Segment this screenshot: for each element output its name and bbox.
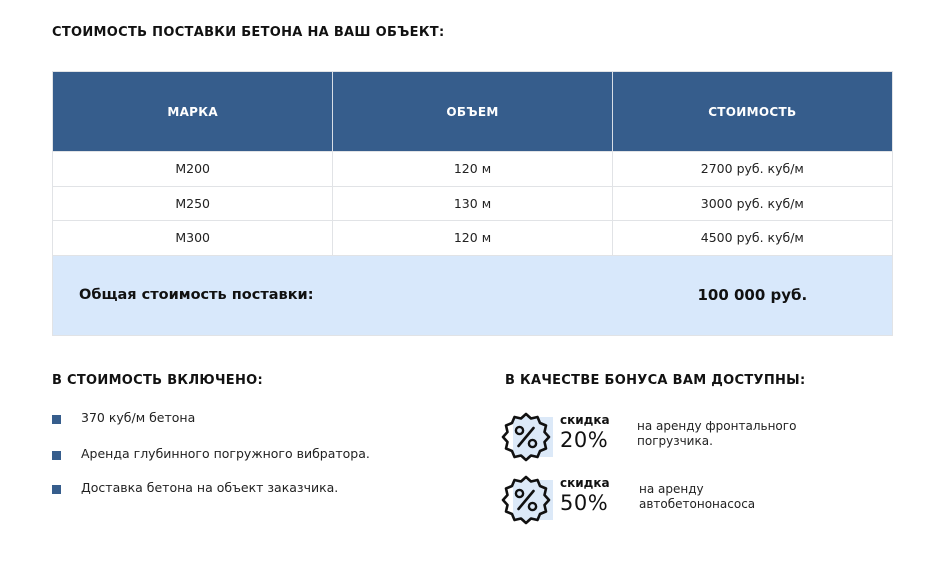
total-label: Общая стоимость поставки: bbox=[79, 287, 314, 303]
cell-volume: 120 м bbox=[333, 152, 612, 186]
bonus-description-line: на аренду фронтального bbox=[637, 419, 797, 433]
cell-grade: М300 bbox=[53, 221, 333, 255]
cell-cost: 3000 руб. куб/м bbox=[700, 195, 804, 211]
bonus-label: скидка bbox=[560, 476, 610, 490]
table-row bbox=[53, 220, 892, 255]
bonus-percent: 50% bbox=[560, 491, 609, 515]
bonus-description-line: автобетононасоса bbox=[639, 497, 756, 511]
bullet-square-icon bbox=[52, 415, 61, 424]
discount-badge-icon bbox=[500, 474, 552, 526]
bullet-square-icon bbox=[52, 451, 61, 460]
table-header bbox=[53, 72, 892, 151]
cell-volume: 130 м bbox=[333, 187, 612, 221]
bonus-percent: 20% bbox=[560, 428, 609, 452]
list-item-text: Доставка бетона на объект заказчика. bbox=[81, 480, 339, 495]
total-value: 100 000 руб. bbox=[697, 286, 808, 304]
total-row bbox=[53, 255, 892, 335]
included-title: В СТОИМОСТЬ ВКЛЮЧЕНО: bbox=[52, 373, 264, 388]
bullet-square-icon bbox=[52, 485, 61, 494]
table-row bbox=[53, 151, 892, 186]
bonus-item-50 bbox=[500, 474, 830, 526]
cell-cost: 2700 руб. куб/м bbox=[700, 161, 804, 177]
cell-grade: М200 bbox=[53, 152, 333, 186]
header-volume: ОБЪЕМ bbox=[333, 72, 612, 151]
price-table bbox=[52, 71, 893, 336]
cell-cost: 4500 руб. куб/м bbox=[700, 230, 804, 246]
bonus-description-line: на аренду bbox=[639, 482, 704, 496]
header-grade: МАРКА bbox=[53, 72, 333, 151]
list-item-text: 370 куб/м бетона bbox=[81, 410, 196, 425]
cell-volume: 120 м bbox=[333, 221, 612, 255]
bonus-description bbox=[637, 419, 837, 449]
cell-grade: М250 bbox=[53, 187, 333, 221]
list-item-text: Аренда глубинного погружного вибратора. bbox=[81, 446, 370, 461]
page-title: СТОИМОСТЬ ПОСТАВКИ БЕТОНА НА ВАШ ОБЪЕКТ: bbox=[52, 25, 445, 40]
bonus-description-line: погрузчика. bbox=[637, 434, 713, 448]
bonus-title: В КАЧЕСТВЕ БОНУСА ВАМ ДОСТУПНЫ: bbox=[505, 373, 806, 388]
table-row bbox=[53, 186, 892, 221]
header-cost: СТОИМОСТЬ bbox=[708, 104, 797, 119]
bonus-label: скидка bbox=[560, 413, 610, 427]
bonus-item-20 bbox=[500, 411, 830, 463]
bonus-description bbox=[639, 482, 839, 512]
discount-badge-icon bbox=[500, 411, 552, 463]
